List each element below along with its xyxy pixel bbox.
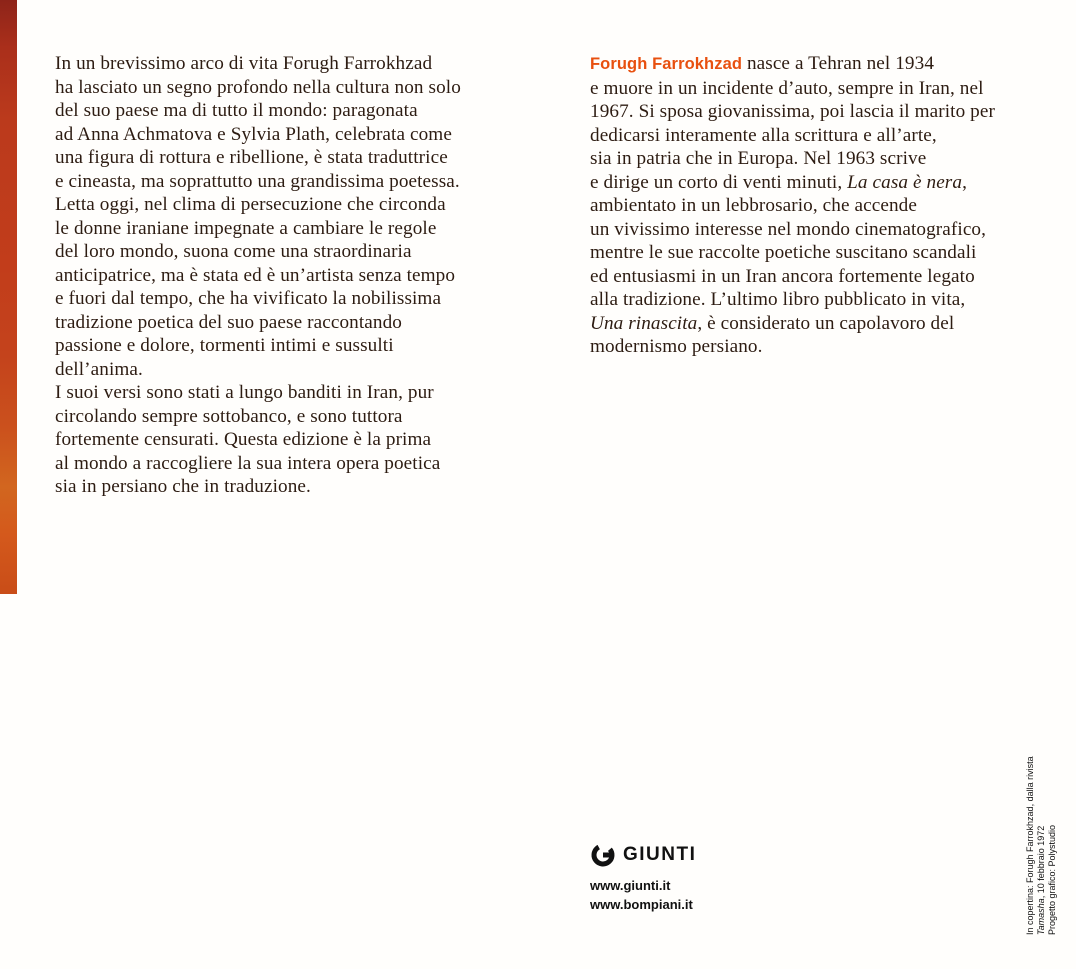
text-segment: anticipatrice, ma è stata ed è un’artista senza tempo (55, 264, 456, 286)
text-line (590, 100, 1050, 124)
text-line (55, 52, 525, 76)
bompiani-url: www.bompiani.it (590, 896, 693, 912)
text-line (55, 123, 525, 147)
text-line (590, 124, 1050, 148)
text-line (55, 311, 525, 335)
text-segment: sia in patria che in Europa. Nel 1963 scrive (590, 148, 927, 169)
text-segment: alla tradizione. L’ultimo libro pubblicato in vita, (590, 289, 966, 310)
text-line (590, 312, 1050, 336)
text-segment: e muore in un incidente d’auto, sempre in Iran, nel (590, 77, 984, 99)
text-line (55, 358, 525, 382)
text-line (55, 99, 525, 123)
text-line (55, 475, 525, 499)
text-segment: ha lasciato un segno profondo nella cultura non solo (55, 76, 461, 98)
text-line (590, 265, 1050, 289)
publisher-wordmark: GIUNTI (623, 844, 697, 865)
spine-credits-text (1025, 720, 1058, 935)
giunti-url: www.giunti.it (590, 878, 671, 893)
text-line (1025, 720, 1036, 935)
text-line (590, 218, 1050, 242)
text-line (55, 381, 525, 405)
text-line (55, 334, 525, 358)
text-segment: sia in persiano che in traduzione. (55, 476, 311, 497)
text-line (590, 147, 1050, 171)
text-segment: una figura di rottura e ribellione, è stata traduttrice (55, 147, 448, 168)
text-segment: nasce a Tehran nel 1934 (742, 53, 935, 74)
giunti-logo-icon (590, 842, 616, 868)
text-segment: un vivissimo interesse nel mondo cinematografico, (590, 218, 987, 240)
text-line (55, 76, 525, 100)
spine-color-strip (0, 0, 17, 594)
publisher-block (590, 842, 696, 914)
text-line (590, 171, 1050, 195)
text-line (590, 194, 1050, 218)
text-segment: Tamasha (1035, 898, 1046, 935)
text-line (590, 77, 1050, 101)
text-segment: modernismo persiano. (590, 336, 763, 357)
text-segment: ad Anna Achmatova e Sylvia Plath, celebrata come (55, 123, 452, 145)
text-segment: mentre le sue raccolte poetiche suscitano scandali (590, 242, 977, 263)
text-segment: dedicarsi interamente alla scrittura e all’arte, (590, 124, 937, 146)
text-line (55, 428, 525, 452)
text-line (590, 288, 1050, 312)
text-segment: I suoi versi sono stati a lungo banditi in Iran, pur (55, 382, 434, 403)
text-line (55, 170, 525, 194)
text-segment: del suo paese ma di tutto il mondo: paragonata (55, 100, 418, 121)
text-line (55, 193, 525, 217)
text-segment: le donne iraniane impegnate a cambiare le regole (55, 217, 437, 239)
publisher-urls (590, 877, 696, 914)
text-line (55, 405, 525, 429)
text-line (55, 452, 525, 476)
text-segment: , (962, 171, 967, 193)
text-segment: passione e dolore, tormenti intimi e sussulti (55, 335, 394, 356)
text-segment: In copertina: Forugh Farrokhzad, dalla rivista (1025, 756, 1035, 935)
text-line (55, 264, 525, 288)
text-segment: al mondo a raccogliere la sua intera opera poetica (55, 452, 441, 474)
text-segment: tradizione poetica del suo paese raccontando (55, 311, 402, 333)
text-segment: e cineasta, ma soprattutto una grandissima poetessa. (55, 170, 460, 192)
text-line (55, 240, 525, 264)
text-segment: e fuori dal tempo, che ha vivificato la nobilissima (55, 288, 442, 309)
text-line (55, 287, 525, 311)
text-segment: ed entusiasmi in un Iran ancora fortemente legato (590, 265, 975, 287)
text-line (1036, 720, 1047, 935)
text-segment: La casa è nera (847, 171, 963, 193)
text-segment: 1967. Si sposa giovanissima, poi lascia il marito per (590, 101, 995, 122)
text-segment: e dirige un corto di venti minuti, (590, 171, 848, 193)
publisher-logo-row (590, 842, 696, 868)
text-segment: In un brevissimo arco di vita Forugh Farrokhzad (55, 53, 433, 74)
text-line (590, 241, 1050, 265)
text-segment: Letta oggi, nel clima di persecuzione che circonda (55, 194, 446, 215)
text-segment: Una rinascita (590, 312, 698, 334)
text-line (55, 146, 525, 170)
text-line (55, 217, 525, 241)
text-segment: fortemente censurati. Questa edizione è la prima (55, 429, 432, 450)
right-text-column (590, 52, 1050, 359)
text-line (590, 335, 1050, 359)
text-segment: , è considerato un capolavoro del (697, 312, 955, 334)
text-segment: Progetto grafico: Polystudio (1046, 824, 1057, 935)
text-segment: circolando sempre sottobanco, e sono tuttora (55, 405, 403, 427)
left-text-column (55, 52, 525, 499)
text-line (590, 52, 1050, 77)
text-line (1047, 720, 1058, 935)
text-segment: , 10 febbraio 1972 (1035, 825, 1046, 899)
text-segment: ambientato in un lebbrosario, che accende (590, 195, 917, 216)
text-segment: del loro mondo, suona come una straordinaria (55, 241, 412, 262)
text-segment: dell’anima. (55, 358, 143, 380)
text-segment: Forugh Farrokhzad (590, 55, 743, 73)
